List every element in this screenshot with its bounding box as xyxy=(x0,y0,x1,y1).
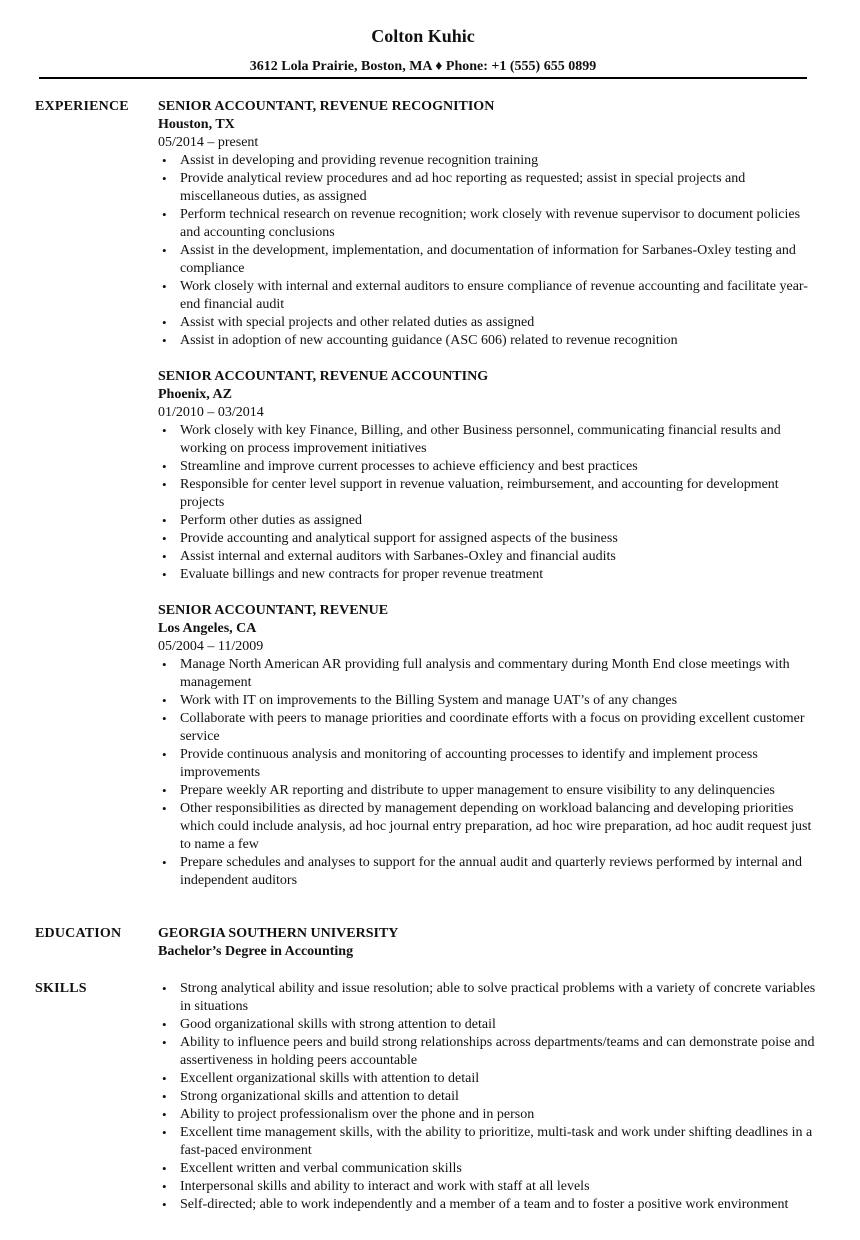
skills-heading: SKILLS xyxy=(35,981,87,996)
skill-item xyxy=(158,1178,818,1196)
skills-body xyxy=(158,980,818,1214)
job-bullet xyxy=(158,530,818,548)
candidate-name: Colton Kuhic xyxy=(371,26,475,46)
job-bullet xyxy=(158,278,818,314)
job-bullet xyxy=(158,242,818,278)
bullet-icon: • xyxy=(162,567,167,582)
bullet-icon: • xyxy=(162,783,167,798)
job-bullet xyxy=(158,170,818,206)
bullet-icon: • xyxy=(162,693,167,708)
job-bullet-text: Manage North American AR providing full analysis and commentary during Month End close meetings with management xyxy=(180,657,790,690)
skill-item xyxy=(158,980,818,1016)
education-degree: Bachelor’s Degree in Accounting xyxy=(158,944,354,959)
job-bullet-text: Perform other duties as assigned xyxy=(180,513,362,528)
job-bullet xyxy=(158,512,818,530)
bullet-icon: • xyxy=(162,333,167,348)
job-bullet-text: Assist with special projects and other related duties as assigned xyxy=(180,315,535,330)
skill-item xyxy=(158,1088,818,1106)
bullet-icon: • xyxy=(162,171,167,186)
bullet-icon: • xyxy=(162,549,167,564)
job-bullet-text: Evaluate billings and new contracts for proper revenue treatment xyxy=(180,567,544,582)
bullet-icon: • xyxy=(162,477,167,492)
header-divider xyxy=(39,77,807,79)
job-entry xyxy=(158,98,818,350)
job-bullet-text: Assist in the development, implementation, and documentation of information for Sarbanes-Oxley testing and compliance xyxy=(180,243,796,276)
job-bullet xyxy=(158,476,818,512)
bullet-icon: • xyxy=(162,1035,167,1050)
job-title: SENIOR ACCOUNTANT, REVENUE ACCOUNTING xyxy=(158,369,489,384)
job-bullet-text: Work closely with internal and external auditors to ensure compliance of revenue accounting and facilitate year-end financial audit xyxy=(180,279,808,312)
skill-item xyxy=(158,1034,818,1070)
job-bullet-list xyxy=(158,656,818,890)
education-entry xyxy=(158,925,818,961)
job-bullet xyxy=(158,746,818,782)
bullet-icon: • xyxy=(162,1017,167,1032)
job-bullet-text: Assist internal and external auditors with Sarbanes-Oxley and financial audits xyxy=(180,549,616,564)
job-bullet xyxy=(158,566,818,584)
job-bullet xyxy=(158,458,818,476)
skill-text: Self-directed; able to work independently and a member of a team and to foster a positive work environment xyxy=(180,1197,789,1212)
experience-list xyxy=(158,98,818,890)
job-bullet-text: Assist in developing and providing revenue recognition training xyxy=(180,153,539,168)
skill-text: Ability to influence peers and build strong relationships across departments/teams and can demonstrate poise and assertiveness in holding peers accountable xyxy=(180,1035,815,1068)
job-bullet-text: Collaborate with peers to manage priorities and coordinate efforts with a focus on providing excellent customer service xyxy=(180,711,805,744)
job-bullet xyxy=(158,710,818,746)
job-bullet-text: Provide continuous analysis and monitoring of accounting processes to identify and implement process improvements xyxy=(180,747,758,780)
job-bullet xyxy=(158,854,818,890)
bullet-icon: • xyxy=(162,801,167,816)
job-bullet xyxy=(158,332,818,350)
job-bullet-text: Work closely with key Finance, Billing, and other Business personnel, communicating financial results and working on process improvement initiatives xyxy=(180,423,781,456)
job-dates: 01/2010 – 03/2014 xyxy=(158,405,264,420)
job-bullet-text: Prepare schedules and analyses to support for the annual audit and quarterly reviews performed by internal and independent auditors xyxy=(180,855,803,888)
bullet-icon: • xyxy=(162,459,167,474)
skill-item xyxy=(158,1106,818,1124)
job-location: Phoenix, AZ xyxy=(158,387,232,402)
job-bullet-text: Assist in adoption of new accounting guidance (ASC 606) related to revenue recognition xyxy=(180,333,678,348)
job-bullet-text: Responsible for center level support in revenue valuation, reimbursement, and accounting for development projects xyxy=(180,477,779,510)
education-heading: EDUCATION xyxy=(35,926,122,941)
skill-text: Good organizational skills with strong attention to detail xyxy=(180,1017,496,1032)
skill-text: Excellent organizational skills with attention to detail xyxy=(180,1071,480,1086)
skill-text: Strong analytical ability and issue resolution; able to solve practical problems with a variety of concrete variables in situations xyxy=(180,981,816,1014)
bullet-icon: • xyxy=(162,1161,167,1176)
skill-item xyxy=(158,1124,818,1160)
job-bullet-text: Provide analytical review procedures and ad hoc reporting as requested; assist in special projects and miscellaneous duties, as assigned xyxy=(180,171,746,204)
job-location: Los Angeles, CA xyxy=(158,621,257,636)
bullet-icon: • xyxy=(162,1125,167,1140)
job-bullet xyxy=(158,206,818,242)
contact-line: 3612 Lola Prairie, Boston, MA ♦ Phone: +1 (555) 655 0899 xyxy=(249,59,597,74)
bullet-icon: • xyxy=(162,1089,167,1104)
bullet-icon: • xyxy=(162,531,167,546)
bullet-icon: • xyxy=(162,657,167,672)
bullet-icon: • xyxy=(162,1179,167,1194)
experience-heading: EXPERIENCE xyxy=(35,99,129,114)
job-entry xyxy=(158,602,818,890)
skill-text: Strong organizational skills and attention to detail xyxy=(180,1089,459,1104)
bullet-icon: • xyxy=(162,315,167,330)
bullet-icon: • xyxy=(162,513,167,528)
skill-item xyxy=(158,1070,818,1088)
bullet-icon: • xyxy=(162,855,167,870)
job-dates: 05/2014 – present xyxy=(158,135,259,150)
job-entry xyxy=(158,368,818,584)
job-bullet-text: Perform technical research on revenue recognition; work closely with revenue supervisor to document policies and accounting conclusions xyxy=(180,207,801,240)
bullet-icon: • xyxy=(162,207,167,222)
job-bullet xyxy=(158,800,818,854)
skill-item xyxy=(158,1016,818,1034)
bullet-icon: • xyxy=(162,1197,167,1212)
skill-text: Interpersonal skills and ability to interact and work with staff at all levels xyxy=(180,1179,590,1194)
bullet-icon: • xyxy=(162,423,167,438)
job-bullet xyxy=(158,422,818,458)
job-title: SENIOR ACCOUNTANT, REVENUE RECOGNITION xyxy=(158,99,495,114)
job-bullet-text: Prepare weekly AR reporting and distribute to upper management to ensure visibility to any delinquencies xyxy=(180,783,775,798)
skill-text: Ability to project professionalism over the phone and in person xyxy=(180,1107,535,1122)
bullet-icon: • xyxy=(162,747,167,762)
skills-list xyxy=(158,980,818,1214)
bullet-icon: • xyxy=(162,153,167,168)
skill-text: Excellent written and verbal communication skills xyxy=(180,1161,462,1176)
job-bullet xyxy=(158,656,818,692)
job-location: Houston, TX xyxy=(158,117,235,132)
job-bullet-text: Provide accounting and analytical support for assigned aspects of the business xyxy=(180,531,618,546)
job-bullet-text: Work with IT on improvements to the Billing System and manage UAT’s of any changes xyxy=(180,693,678,708)
bullet-icon: • xyxy=(162,711,167,726)
bullet-icon: • xyxy=(162,981,167,996)
job-bullet xyxy=(158,692,818,710)
bullet-icon: • xyxy=(162,1107,167,1122)
bullet-icon: • xyxy=(162,243,167,258)
skill-item xyxy=(158,1160,818,1178)
job-bullet-list xyxy=(158,422,818,584)
job-bullet xyxy=(158,782,818,800)
job-bullet xyxy=(158,548,818,566)
skill-text: Excellent time management skills, with the ability to prioritize, multi-task and work under shifting deadlines in a fast-paced environment xyxy=(180,1125,813,1158)
bullet-icon: • xyxy=(162,279,167,294)
job-bullet-list xyxy=(158,152,818,350)
job-bullet xyxy=(158,314,818,332)
skill-item xyxy=(158,1196,818,1214)
job-dates: 05/2004 – 11/2009 xyxy=(158,639,264,654)
bullet-icon: • xyxy=(162,1071,167,1086)
job-title: SENIOR ACCOUNTANT, REVENUE xyxy=(158,603,389,618)
education-school: GEORGIA SOUTHERN UNIVERSITY xyxy=(158,926,399,941)
job-bullet-text: Other responsibilities as directed by management depending on workload balancing and developing priorities which could include analysis, ad hoc journal entry preparation, ad hoc wire preparation, ad hoc audit request just to name a few xyxy=(180,801,812,852)
job-bullet-text: Streamline and improve current processes to achieve efficiency and best practices xyxy=(180,459,638,474)
job-bullet xyxy=(158,152,818,170)
